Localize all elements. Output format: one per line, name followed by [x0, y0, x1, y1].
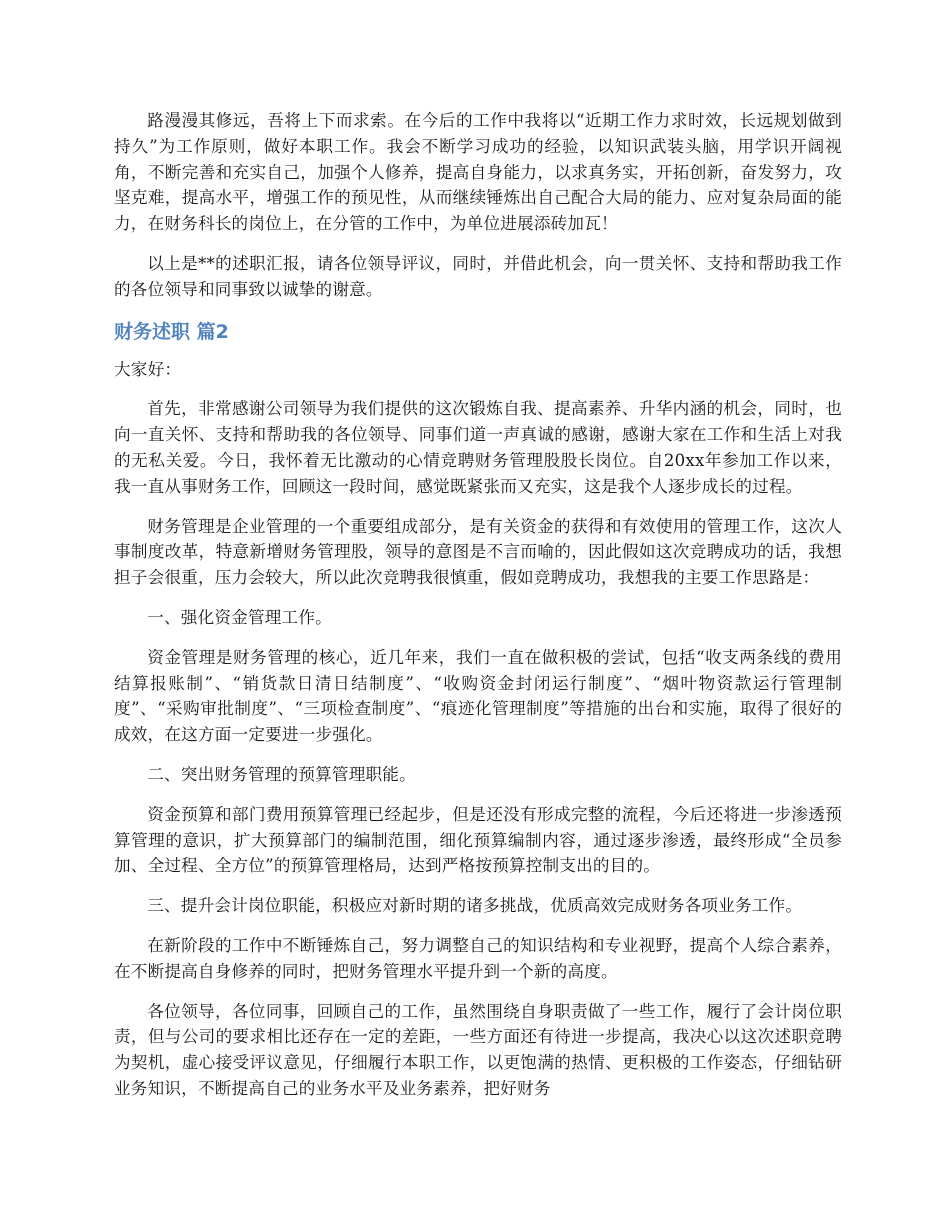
paragraph-capital-management: 资金管理是财务管理的核心，近几年来，我们一直在做积极的尝试，包括“收支两条线的费用结算报账制”、“销货款日清日结制度”、“收购资金封闭运行制度”、“烟叶物资款运行管理制度”、“采购审批制度”、“三项检查制度”、“痕迹化管理制度”等措施的出台和实施，取得了很好的成效，在这方面一定要进一步强化。: [114, 647, 842, 745]
paragraph-budget-management: 资金预算和部门费用预算管理已经起步，但是还没有形成完整的流程，今后还将进一步渗透预算管理的意识，扩大预算部门的编制范围，细化预算编制内容，通过逐步渗透，最终形成“全员参加、全过程、全方位”的预算管理格局，达到严格按预算控制支出的目的。: [114, 804, 842, 876]
paragraph-intro: 首先，非常感谢公司领导为我们提供的这次锻炼自我、提高素养、升华内涵的机会，同时，也向一直关怀、支持和帮助我的各位领导、同事们道一声真诚的感谢，感谢大家在工作和生活上对我的无私关爱。今日，我怀着无比激动的心情竞聘财务管理股股长岗位。自20xx年参加工作以来，我一直从事财务工作，回顾这一段时间，感觉既紧张而又充实，这是我个人逐步成长的过程。: [114, 399, 842, 496]
document-page: [114, 108, 842, 1116]
paragraph-thanks: 以上是**的述职汇报，请各位领导评议，同时，并借此机会，向一贯关怀、支持和帮助我工作的各位领导和同事致以诚挚的谢意。: [114, 253, 842, 299]
section-title: 财务述职 篇2: [114, 320, 229, 343]
paragraph-self-improvement: 在新阶段的工作中不断锤炼自己，努力调整自己的知识结构和专业视野，提高个人综合素养，在不断提高自身修养的同时，把财务管理水平提升到一个新的高度。: [114, 935, 842, 981]
paragraph-finance-management: 财务管理是企业管理的一个重要组成部分，是有关资金的获得和有效使用的管理工作，这次人事制度改革，特意新增财务管理股，领导的意图是不言而喻的，因此假如这次竞聘成功的话，我想担子会很重，压力会较大，所以此次竞聘我很慎重，假如竞聘成功，我想我的主要工作思路是：: [114, 516, 842, 588]
heading-point-1: 一、强化资金管理工作。: [147, 607, 332, 627]
greeting: 大家好：: [114, 359, 182, 379]
heading-point-2: 二、突出财务管理的预算管理职能。: [147, 764, 416, 784]
paragraph-conclusion: 各位领导，各位同事，回顾自己的工作，虽然围绕自身职责做了一些工作，履行了会计岗位职责，但与公司的要求相比还存在一定的差距，一些方面还有待进一步提高，我决心以这次述职竞聘为契机，虚心接受评议意见，仔细履行本职工作，以更饱满的热情、更积极的工作姿态，仔细钻研业务知识，不断提高自己的业务水平及业务素养，把好财务: [114, 1001, 842, 1098]
heading-point-3: 三、提升会计岗位职能，积极应对新时期的诸多挑战，优质高效完成财务各项业务工作。: [147, 896, 803, 916]
paragraph-closing-resolve: 路漫漫其修远，吾将上下而求索。在今后的工作中我将以“近期工作力求时效，长远规划做到持久”为工作原则，做好本职工作。我会不断学习成功的经验，以知识武装头脑，用学识开阔视角，不断完善和充实自己，加强个人修养，提高自身能力，以求真务实，开拓创新，奋发努力，攻坚克难，提高水平，增强工作的预见性，从而继续锤炼出自己配合大局的能力、应对复杂局面的能力，在财务科长的岗位上，在分管的工作中，为单位进展添砖加瓦！: [114, 111, 842, 234]
